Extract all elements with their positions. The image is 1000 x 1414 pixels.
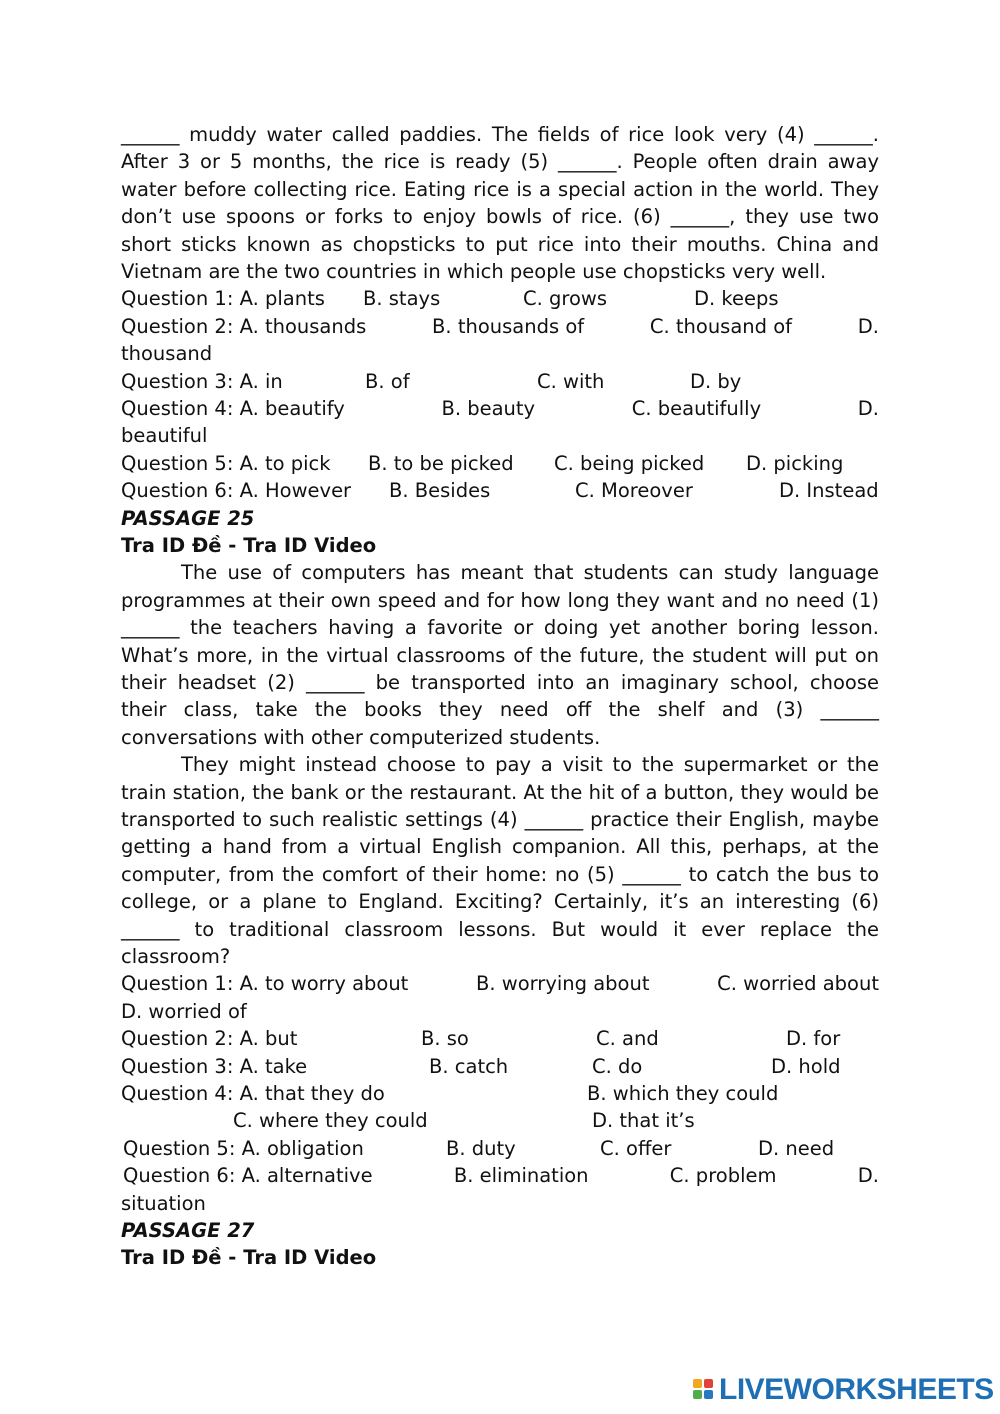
option-a: Question 6: A. alternative: [123, 1164, 373, 1188]
passage-25-paragraph-2: They might instead choose to pay a visit to the supermarket or the train station, the bank or the restaurant. At the hit of a button, they would be transported to such realistic settings (4) ______ practice their English, maybe getting a hand from a virtual English companion. All this, perhaps, at the computer, from the comfort of their home: no (5) ______ to catch the bus to college, or a plane to England. Exciting? Certainly, it’s an interesting (6) ______ to traditional classroom lessons. But would it ever replace the classroom?: [121, 753, 879, 969]
option-d: D.: [857, 1164, 879, 1188]
option-c: C. being picked: [554, 451, 705, 475]
option-b: B. catch: [429, 1054, 509, 1078]
option-d-cont: situation: [121, 1191, 206, 1215]
option-b: B. elimination: [453, 1164, 589, 1188]
option-c: C. beautifully: [631, 397, 762, 420]
option-b: B. of: [365, 369, 410, 393]
option-b: B. Besides: [389, 479, 491, 503]
option-c: C. problem: [669, 1164, 777, 1188]
option-a: Question 3: A. take: [121, 1054, 308, 1078]
option-c: C. offer: [600, 1136, 672, 1160]
option-b: B. worrying about: [475, 972, 650, 996]
passage-24-text: ______ muddy water called paddies. The fields of rice look very (4) ______. After 3 or 5 months, the rice is ready (5) ______. People often drain away water before collecting rice. Eating rice is a special action in the world. They don’t use spoons or forks to enjoy bowls of rice. (6) ______, they use two short sticks known as chopsticks to put rice into their mouths. China and Vietnam are the two countries in which people use chopsticks very well.: [121, 123, 879, 284]
option-b: B. stays: [363, 287, 441, 311]
passage-25-title: PASSAGE 25: [121, 506, 255, 530]
question-row: [121, 1135, 879, 1162]
option-d: D.: [857, 314, 879, 338]
option-a: Question 2: A. but: [121, 1027, 298, 1051]
option-a: Question 6: A. However: [121, 479, 352, 503]
option-b: B. beauty: [441, 397, 536, 420]
question-row-wrap: [121, 340, 879, 367]
option-d: D. worried of: [121, 999, 247, 1023]
question-row: [121, 450, 879, 477]
option-d-cont: beautiful: [121, 424, 208, 448]
worksheet-page: [121, 121, 879, 1272]
option-c: C. with: [537, 369, 605, 393]
question-row: [121, 395, 879, 422]
option-a: Question 1: A. plants: [121, 287, 325, 311]
option-a: Question 1: A. to worry about: [121, 972, 409, 996]
passage-25-lookup-links[interactable]: Tra ID Đề - Tra ID Video: [121, 533, 377, 557]
option-c: C. and: [596, 1027, 659, 1051]
question-row: [121, 477, 879, 504]
liveworksheets-wordmark: LIVEWORKSHEETS: [719, 1373, 994, 1406]
liveworksheets-mark-icon: [693, 1379, 715, 1401]
spacer: [121, 1107, 233, 1134]
question-row: [121, 1025, 879, 1052]
option-a: Question 4: A. beautify: [121, 397, 345, 420]
option-b: B. so: [421, 1027, 469, 1051]
option-b: B. duty: [446, 1136, 516, 1160]
question-row: [121, 1053, 879, 1080]
option-d: D. need: [758, 1136, 835, 1160]
option-c: C. Moreover: [575, 479, 693, 503]
option-c: C. thousand of: [649, 314, 793, 338]
option-b: B. thousands of: [432, 314, 585, 338]
option-d: D. Instead: [779, 479, 879, 503]
option-c: C. worried about: [717, 972, 879, 996]
option-d: D. keeps: [694, 287, 779, 311]
option-d: D. hold: [771, 1054, 841, 1078]
question-row: [121, 970, 879, 997]
passage-27-lookup-links[interactable]: Tra ID Đề - Tra ID Video: [121, 1246, 377, 1270]
option-d-cont: thousand: [121, 342, 213, 366]
option-a: Question 4: A. that they do: [121, 1082, 385, 1105]
option-c: C. do: [592, 1054, 643, 1078]
option-c: C. where they could: [233, 1109, 428, 1133]
option-a: Question 5: A. obligation: [123, 1136, 364, 1160]
option-c: C. grows: [523, 287, 608, 311]
passage-25-paragraph-1: The use of computers has meant that students can study language programmes at their own speed and for how long they want and no need (1) ______ the teachers having a favorite or doing yet another boring lesson. What’s more, in the virtual classrooms of the future, the student will put on their headset (2) ______ be transported into an imaginary school, choose their class, take the books they need off the shelf and (3) ______ conversations with other computerized students.: [121, 561, 879, 749]
option-d: D. that it’s: [592, 1109, 695, 1133]
question-row-wrap: [121, 422, 879, 449]
option-d: D. picking: [746, 451, 844, 475]
option-a: Question 5: A. to pick: [121, 451, 331, 475]
question-row: [121, 1080, 879, 1107]
question-row: [121, 368, 879, 395]
option-a: Question 3: A. in: [121, 369, 283, 393]
liveworksheets-logo[interactable]: [693, 1373, 994, 1406]
option-d: D.: [857, 397, 879, 420]
option-d: D. by: [690, 369, 742, 393]
question-row: [121, 1162, 879, 1189]
question-row-wrap: [121, 998, 879, 1025]
option-d: D. for: [786, 1027, 841, 1051]
passage-27-title: PASSAGE 27: [121, 1218, 255, 1242]
option-b: B. to be picked: [368, 451, 514, 475]
option-a: Question 2: A. thousands: [121, 314, 367, 338]
question-row: [121, 285, 879, 312]
question-row: [121, 1107, 879, 1134]
question-row-wrap: [121, 1190, 879, 1217]
question-row: [121, 313, 879, 340]
option-b: B. which they could: [587, 1082, 779, 1105]
